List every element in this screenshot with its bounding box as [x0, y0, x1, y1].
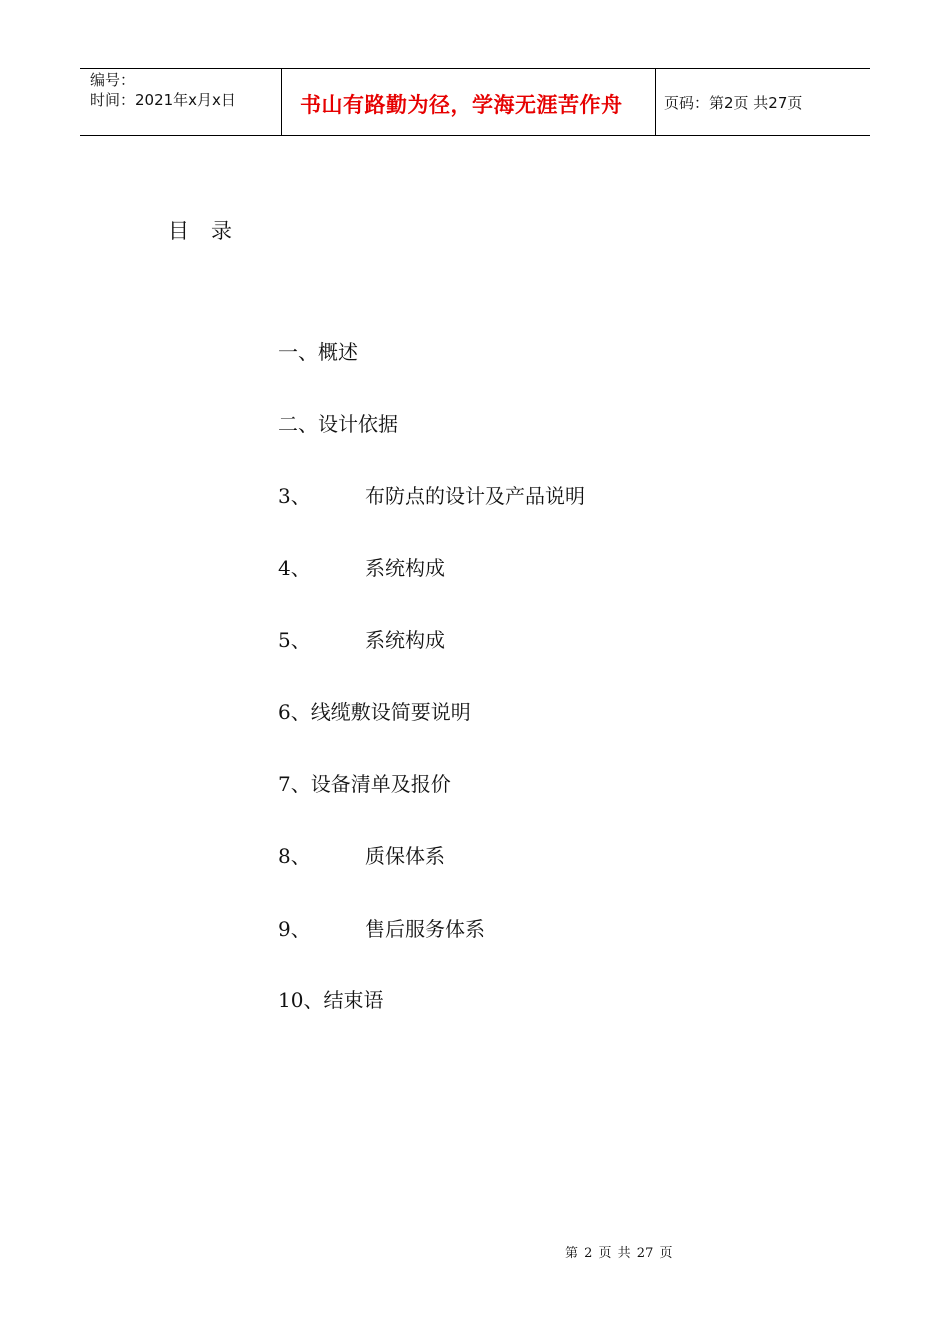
- toc-item-text: 7、设备清单及报价: [278, 772, 451, 796]
- toc-item-text: 布防点的设计及产品说明: [365, 484, 585, 508]
- footer-page-number: 第 2 页 共 27 页: [565, 1246, 673, 1261]
- header-page-info: 页码：第2页 共27页: [664, 94, 803, 112]
- toc-item-number: 5、: [278, 628, 311, 652]
- header-divider-left: [281, 68, 282, 136]
- toc-item: [278, 771, 451, 797]
- header-serial-label: 编号：: [90, 71, 136, 89]
- toc-item: [278, 987, 383, 1013]
- header-motto: 书山有路勤为径，学海无涯苦作舟: [300, 93, 623, 117]
- toc-item: [278, 916, 485, 942]
- toc-item-text: 售后服务体系: [365, 917, 485, 941]
- header-date: 时间：2021年x月x日: [90, 91, 236, 109]
- toc-item: [278, 555, 445, 581]
- toc-item-number: 8、: [278, 844, 311, 868]
- toc-item-text: 6、线缆敷设简要说明: [278, 700, 471, 724]
- toc-item-text: 系统构成: [365, 628, 445, 652]
- toc-item: [278, 339, 358, 365]
- toc-item: [278, 483, 585, 509]
- toc-item-text: 质保体系: [365, 844, 445, 868]
- toc-title: 目录: [168, 219, 254, 243]
- header-top-rule: [80, 68, 870, 69]
- toc-item: [278, 411, 398, 437]
- toc-item: [278, 627, 445, 653]
- toc-item-number: 4、: [278, 556, 311, 580]
- header-divider-right: [655, 68, 656, 136]
- header-bottom-rule: [80, 135, 870, 136]
- toc-item-text: 10、结束语: [278, 988, 384, 1012]
- toc-item: [278, 699, 471, 725]
- toc-item: [278, 843, 445, 869]
- toc-item-number: 3、: [278, 484, 311, 508]
- toc-item-text: 系统构成: [365, 556, 445, 580]
- toc-item-text: 一、概述: [278, 340, 358, 364]
- toc-item-number: 9、: [278, 917, 311, 941]
- toc-item-text: 二、设计依据: [278, 412, 398, 436]
